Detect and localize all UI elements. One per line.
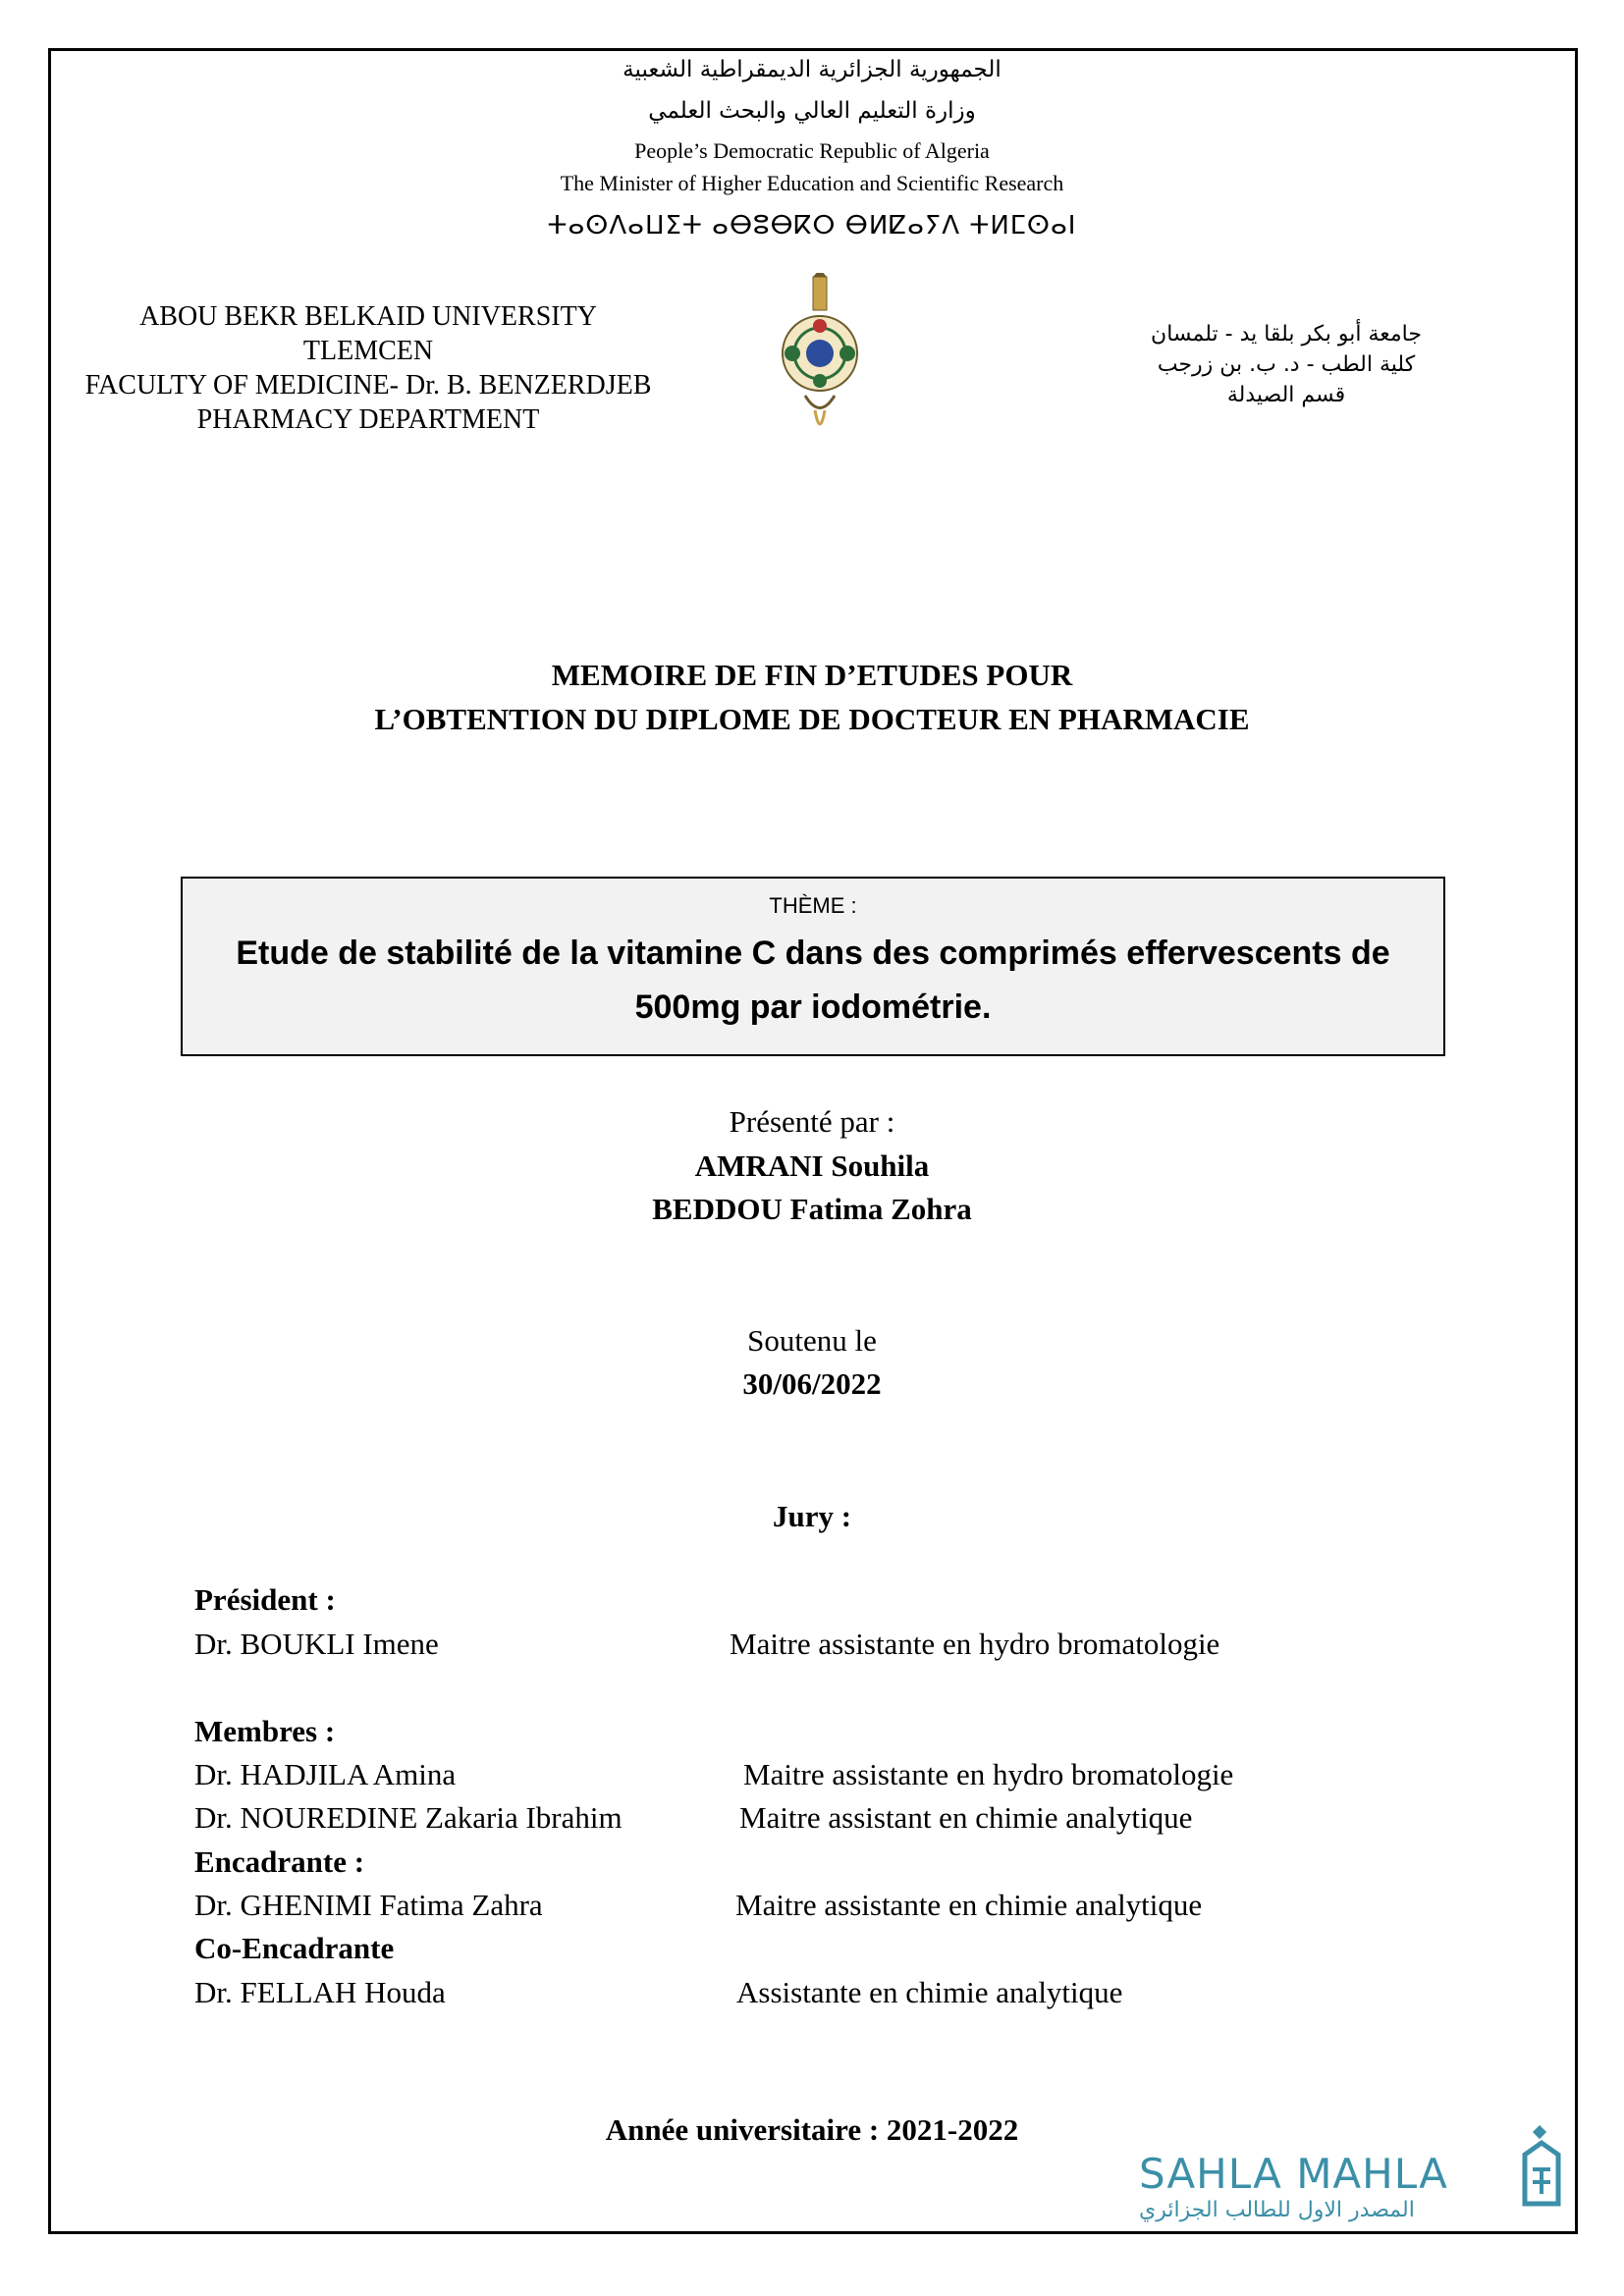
academic-year: Année universitaire : 2021-2022: [605, 2112, 1019, 2147]
presented-label: Présenté par :: [729, 1104, 895, 1139]
header-tifinagh: ⵜⴰⵙⴷⴰⵡⵉⵜ ⴰⴱⵓⴱⴽⵔ ⴱⵍⵇⴰⵢⴷ ⵜⵍⵎⵙⴰⵏ: [547, 211, 1077, 240]
header-republic: People’s Democratic Republic of Algeria: [634, 138, 990, 163]
watermark-logo-icon: [1517, 2125, 1566, 2214]
student-2: BEDDOU Fatima Zohra: [652, 1192, 972, 1226]
theme-label: THÈME :: [769, 893, 857, 918]
theme-text: Etude de stabilité de la vitamine C dans des comprimés effervescents de 500mg par iodométrie.: [236, 934, 1390, 1026]
university-name-english: [54, 299, 682, 437]
university-logo: [776, 273, 864, 442]
defense-label: Soutenu le: [747, 1323, 877, 1358]
theme-box: [181, 877, 1445, 1056]
member-2-title: Maitre assistant en chimie analytique: [739, 1800, 1193, 1835]
university-line: PHARMACY DEPARTMENT: [196, 404, 540, 435]
university-line-ar: كلية الطب - د. ب. بن زرجب: [1157, 352, 1416, 377]
sahla-mahla-watermark: [1139, 2150, 1551, 2222]
supervisor-title: Maitre assistante en chimie analytique: [735, 1888, 1203, 1922]
defense-date: 30/06/2022: [742, 1366, 882, 1401]
cosupervisor-title: Assistante en chimie analytique: [736, 1975, 1123, 2009]
watermark-tagline: المصدر الاول للطالب الجزائري: [1139, 2198, 1415, 2222]
cosupervisor-name: Dr. FELLAH Houda: [194, 1975, 446, 2009]
memoire-line-1: MEMOIRE DE FIN D’ETUDES POUR: [551, 658, 1073, 692]
members-label: Membres :: [194, 1714, 336, 1748]
memoire-title: [0, 653, 1624, 741]
member-2-name: Dr. NOUREDINE Zakaria Ibrahim: [194, 1800, 623, 1835]
university-line-ar: قسم الصيدلة: [1226, 383, 1346, 407]
jury-heading: Jury :: [772, 1499, 852, 1533]
cosupervisor-label: Co-Encadrante: [194, 1931, 395, 1965]
header-arabic-ministry: وزارة التعليم العالي والبحث العلمي: [648, 98, 976, 124]
president-title: Maitre assistante en hydro bromatologie: [730, 1627, 1220, 1661]
university-line-ar: جامعة أبو بكر بلقا يد - تلمسان: [1151, 322, 1422, 347]
member-1-title: Maitre assistante en hydro bromatologie: [743, 1757, 1234, 1791]
president-label: Président :: [194, 1582, 336, 1617]
student-1: AMRANI Souhila: [694, 1148, 930, 1183]
university-line: TLEMCEN: [302, 336, 434, 366]
supervisor-name: Dr. GHENIMI Fatima Zahra: [194, 1888, 543, 1922]
president-name: Dr. BOUKLI Imene: [194, 1627, 439, 1661]
university-line: FACULTY OF MEDICINE- Dr. B. BENZERDJEB: [84, 370, 652, 400]
header-ministry: The Minister of Higher Education and Scientific Research: [560, 171, 1064, 195]
memoire-line-2: L’OBTENTION DU DIPLOME DE DOCTEUR EN PHARMACIE: [374, 702, 1250, 736]
supervisor-label: Encadrante :: [194, 1844, 365, 1879]
university-name-arabic: [1080, 319, 1492, 410]
member-1-name: Dr. HADJILA Amina: [194, 1757, 457, 1791]
university-line: ABOU BEKR BELKAID UNIVERSITY: [139, 301, 597, 332]
watermark-brand: SAHLA MAHLA: [1139, 2150, 1448, 2198]
header-arabic-republic: الجمهورية الجزائرية الديمقراطية الشعبية: [623, 57, 1001, 82]
